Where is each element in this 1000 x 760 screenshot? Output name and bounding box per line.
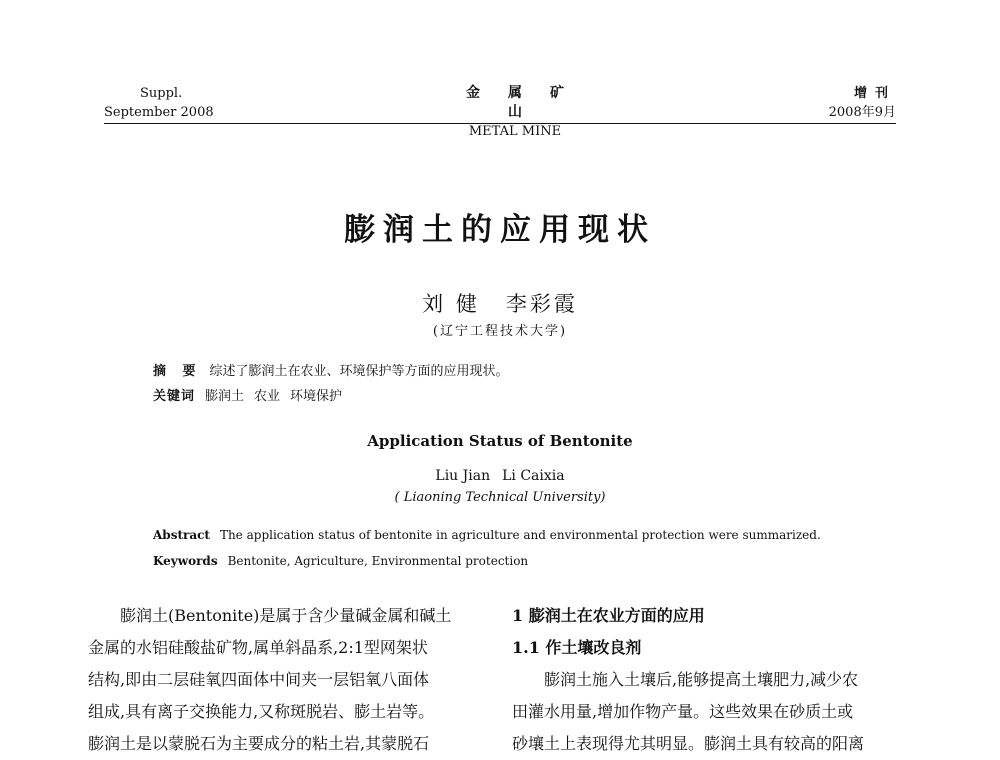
header-suppl: Suppl. [140, 86, 183, 101]
keyword-cn-2: 农业 [254, 389, 281, 404]
body-line: 砂壤土上表现得尤其明显。膨润土具有较高的阳离 [512, 734, 865, 753]
keywords-cn [153, 387, 352, 407]
abstract-cn [153, 362, 509, 382]
keywords-en-text: Bentonite, Agriculture, Environmental protection [227, 554, 529, 568]
section-heading-1-1: 1.1 作土壤改良剂 [512, 638, 642, 657]
header-supplement-cn: 增刊 [853, 86, 896, 101]
affiliation-en: ( Liaoning Technical University) [394, 490, 606, 505]
paper-title: 膨润土的应用现状 [344, 212, 656, 248]
authors-cn [0, 288, 1000, 318]
author-en-2: Li Caixia [502, 468, 565, 484]
author-en-1: Liu Jian [435, 468, 491, 484]
abstract-en-text: The application status of bentonite in agriculture and environmental protection were summarized. [219, 528, 821, 542]
author-2: 李彩霞 [505, 292, 578, 316]
header-left [104, 84, 214, 122]
header-rule [104, 123, 896, 124]
body-line: 田灌水用量,增加作物产量。这些效果在砂质土或 [512, 702, 854, 721]
authors-en [0, 468, 1000, 484]
section-heading-1: 1 膨润土在农业方面的应用 [512, 606, 705, 625]
body-line: 组成,具有离子交换能力,又称斑脱岩、膨土岩等。 [88, 702, 435, 721]
body-line: 金属的水铝硅酸盐矿物,属单斜晶系,2:1型网架状 [88, 638, 428, 657]
affiliation-cn: (辽宁工程技术大学) [432, 324, 568, 339]
keywords-en [153, 552, 528, 570]
journal-name-cn: 金属矿山 [466, 85, 592, 120]
header-right [829, 84, 896, 122]
header-date-en: September 2008 [104, 105, 214, 120]
header-center [420, 84, 610, 141]
abstract-en [153, 526, 821, 544]
body-line: 膨润土施入土壤后,能够提高土壤肥力,减少农 [544, 670, 859, 689]
abstract-en-label: Abstract [153, 528, 210, 542]
journal-name-en: METAL MINE [468, 124, 562, 139]
keyword-cn-3: 环境保护 [290, 389, 343, 404]
abstract-cn-text: 综述了膨润土在农业、环境保护等方面的应用现状。 [209, 364, 509, 379]
abstract-cn-label: 摘 要 [153, 364, 202, 379]
body-line: 膨润土(Bentonite)是属于含少量碱金属和碱土 [120, 606, 452, 625]
author-1: 刘 健 [422, 292, 480, 316]
body-left-column [88, 600, 480, 760]
keywords-cn-label: 关键词 [153, 389, 196, 404]
body-line: 膨润土是以蒙脱石为主要成分的粘土岩,其蒙脱石 [88, 734, 430, 753]
body-right-column [512, 600, 904, 760]
keyword-cn-1: 膨润土 [205, 389, 245, 404]
body-line: 结构,即由二层硅氧四面体中间夹一层铝氧八面体 [88, 670, 430, 689]
english-title: Application Status of Bentonite [367, 432, 633, 450]
header-date-cn: 2008年9月 [828, 105, 896, 120]
keywords-en-label: Keywords [153, 554, 218, 568]
